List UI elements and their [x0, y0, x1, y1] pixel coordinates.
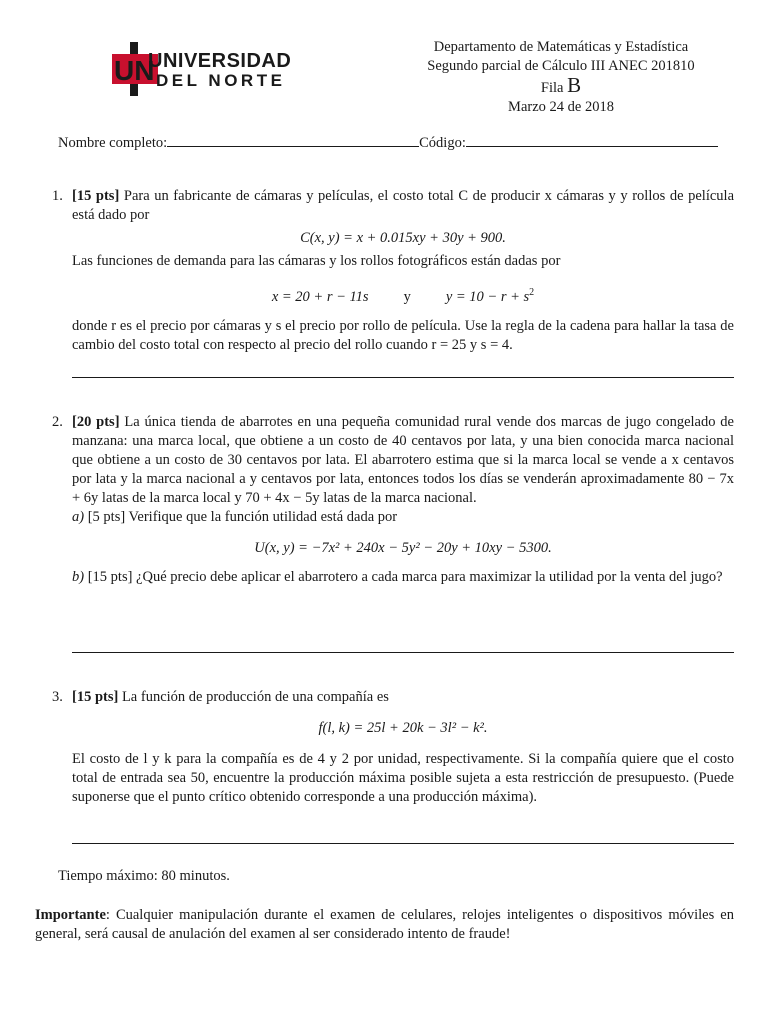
exam-date: Marzo 24 de 2018 — [508, 99, 614, 115]
question-number: 3. — [52, 689, 63, 705]
question-1 — [52, 187, 734, 355]
separator-3 — [72, 843, 734, 844]
question-number: 1. — [52, 188, 63, 204]
cost-equation: C(x, y) = x + 0.015xy + 30y + 900. — [300, 230, 506, 246]
part-b — [72, 568, 734, 587]
exam-title: Segundo parcial de Cálculo III ANEC 201810 — [427, 58, 695, 74]
demand-eq-x: x = 20 + r − 11s — [271, 288, 369, 305]
important-text: : Cualquier manipulación durante el examen de celulares, relojes inteligentes o dispositivos móviles en general, será causal de anulación del examen al ser considerado intento de fraude! — [35, 907, 734, 942]
code-label: Código: — [419, 135, 466, 151]
time-limit: Tiempo máximo: 80 minutos. — [58, 868, 230, 884]
question-points: [20 pts] — [72, 414, 120, 430]
question-points: [15 pts] — [72, 689, 119, 705]
utility-equation: U(x, y) = −7x² + 240x − 5y² − 20y + 10xy − 5300. — [254, 540, 552, 556]
student-info-row — [58, 134, 734, 152]
demand-equations: x = 20 + r − 11s y $y = 10 - r + s^2$ — [271, 287, 535, 305]
demand-eq-y: y = 10 − r + s — [445, 288, 530, 305]
university-logo — [108, 40, 308, 100]
exam-header — [400, 38, 722, 117]
part-b-text: [15 pts] ¿Qué precio debe aplicar el abarrotero a cada marca para maximizar la utilidad por la venta del jugo? — [87, 569, 723, 585]
logo-mark-text: UN — [114, 55, 155, 86]
part-a — [72, 508, 734, 527]
separator-1 — [72, 377, 734, 378]
name-label: Nombre completo: — [58, 135, 168, 151]
part-a-text: [5 pts] Verifique que la función utilidad está dada por — [87, 509, 398, 525]
demand-intro: Las funciones de demanda para las cámaras y los rollos fotográficos están dadas por — [72, 253, 561, 269]
question-number: 2. — [52, 414, 63, 430]
separator-2 — [72, 652, 734, 653]
fila-value: B — [567, 73, 582, 97]
question-text: La única tienda de abarrotes en una pequeña comunidad rural vende dos marcas de jugo congelado de manzana: una marca local, que obtiene a un costo de 40 centavos por lata, y una bien conocida marca nacional que obtiene a un costo de 30 centavos por lata. El abarrotero estima que si la marca local se vende a x centavos por lata y la marca nacional a y centavos por lata, entonces todos los días se venderán aproximadamente 80 − 7x + 6y latas de la marca local y 70 + 4x − 5y latas de la marca nacional. — [72, 414, 734, 506]
fila-label: Fila — [540, 80, 564, 96]
code-field[interactable] — [466, 134, 718, 147]
question-points: [15 pts] — [72, 188, 120, 204]
logo-line1: UNIVERSIDAD — [148, 50, 292, 72]
question-2 — [52, 413, 734, 587]
important-label: Importante — [35, 907, 106, 923]
question-text: Para un fabricante de cámaras y películas, el costo total C de producir x cámaras y y rollos de película está dado por — [72, 188, 734, 223]
question-text-2: El costo de l y k para la compañía es de 4 y 2 por unidad, respectivamente. Si la compañía quiere que el costo total de entrada sea 50, encuentre la producción máxima posible sujeta a esta restricción de presupuesto. (Puede suponerse que el punto crítico obtenido corresponde a una producción máxima). — [72, 751, 734, 805]
question-text-2: donde r es el precio por cámaras y s el precio por rollo de película. Use la regla de la cadena para hallar la tasa de cambio del costo total con respecto al precio del rollo cuando r = 25 y s = 4. — [72, 317, 734, 353]
question-text: La función de producción de una compañía es — [121, 689, 389, 705]
fila — [400, 73, 722, 98]
part-b-label: b) — [72, 569, 85, 585]
logo-line2: DEL NORTE — [156, 71, 286, 90]
question-3 — [52, 688, 734, 807]
production-equation: f(l, k) = 25l + 20k − 3l² − k². — [318, 720, 488, 736]
name-field[interactable] — [167, 134, 419, 147]
and-word: y — [403, 288, 411, 305]
department: Departamento de Matemáticas y Estadística — [433, 39, 689, 55]
part-a-label: a) — [72, 509, 85, 525]
important-note — [35, 906, 734, 944]
